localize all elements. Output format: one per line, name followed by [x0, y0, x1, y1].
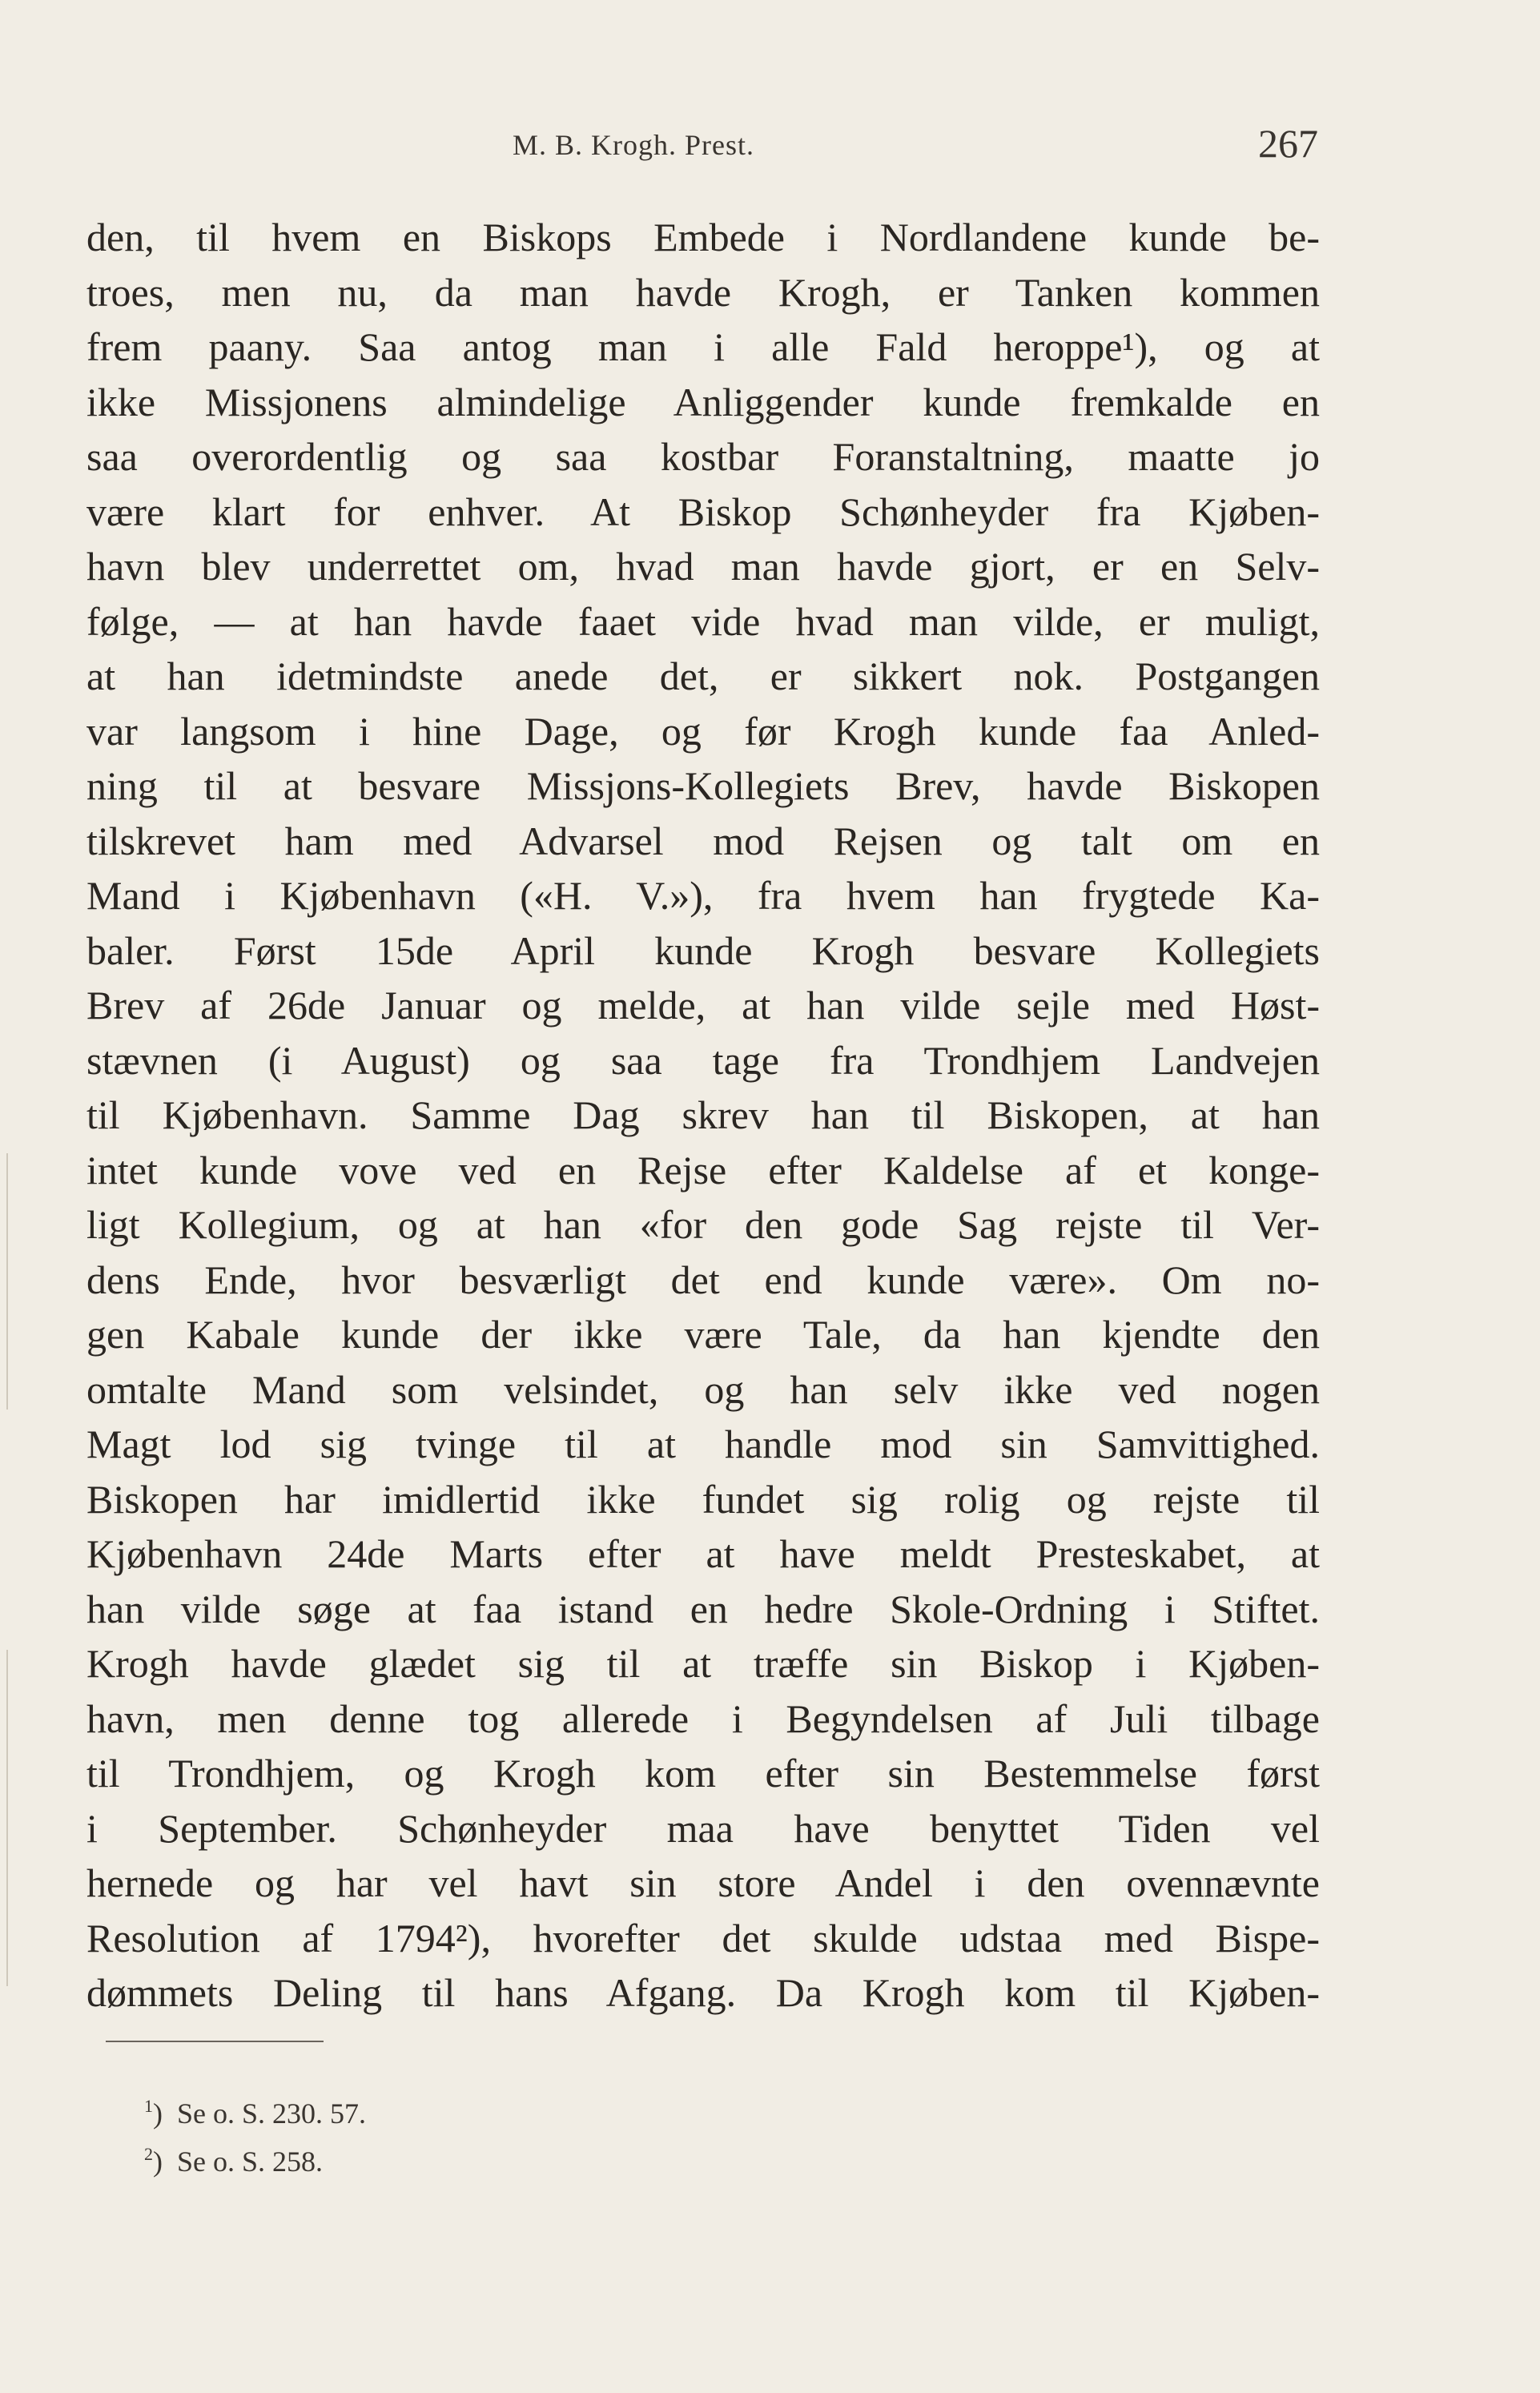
text-line: Mand i Kjøbenhavn («H. V.»), fra hvem han frygtede Ka- [86, 873, 1320, 918]
text-line: intet kunde vove ved en Rejse efter Kaldelse af et konge- [86, 1147, 1320, 1192]
text-line: frem paany. Saa antog man i alle Fald heroppe¹), og at [86, 324, 1320, 369]
text-line: at han idetmindste anede det, er sikkert nok. Postgangen [86, 654, 1320, 698]
text-line: omtalte Mand som velsindet, og han selv ikke ved nogen [86, 1366, 1320, 1412]
scan-edge-mark [6, 1650, 8, 1986]
text-line: dømmets Deling til hans Afgang. Da Krogh kom til Kjøben- [86, 1970, 1320, 2015]
text-line: Kjøbenhavn 24de Marts efter at have meldt Presteskabet, at [86, 1531, 1320, 1576]
footnotes [144, 2082, 366, 2178]
footnote-text: Se o. S. 258. [177, 2146, 324, 2178]
footnote [144, 2130, 366, 2178]
footnote-text: Se o. S. 230. 57. [177, 2097, 367, 2130]
text-line: hernede og har vel havt sin store Andel i den ovennævnte [86, 1860, 1320, 1905]
text-line: til Trondhjem, og Krogh kom efter sin Bestemmelse først [86, 1751, 1320, 1796]
text-line: baler. Først 15de April kunde Krogh besvare Kollegiets [86, 927, 1320, 973]
footnote-marker: 2 [144, 2144, 153, 2164]
text-line: han vilde søge at faa istand en hedre Skole-Ordning i Stiftet. [86, 1586, 1320, 1631]
footnote-marker: 1 [144, 2096, 153, 2116]
text-line: havn, men denne tog allerede i Begyndelsen af Juli tilbage [86, 1695, 1320, 1741]
text-line: til Kjøbenhavn. Samme Dag skrev han til Biskopen, at han [86, 1092, 1320, 1137]
text-line: Biskopen har imidlertid ikke fundet sig rolig og rejste til [86, 1476, 1320, 1522]
page-number: 267 [1258, 121, 1318, 166]
text-line: være klart for enhver. At Biskop Schønheyder fra Kjøben- [86, 489, 1320, 534]
footnote [144, 2082, 366, 2130]
footnote-rule [106, 2041, 324, 2042]
text-line: havn blev underrettet om, hvad man havde gjort, er en Selv- [86, 544, 1320, 589]
text-line: Resolution af 1794²), hvorefter det skulde udstaa med Bispe- [86, 1915, 1320, 1961]
text-line: den, til hvem en Biskops Embede i Nordlandene kunde be- [86, 215, 1320, 259]
text-line: i September. Schønheyder maa have benyttet Tiden vel [86, 1805, 1320, 1851]
text-line: gen Kabale kunde der ikke være Tale, da han kjendte den [86, 1312, 1320, 1357]
footnote-paren: ) [153, 2146, 177, 2178]
text-line: ligt Kollegium, og at han «for den gode Sag rejste til Ver- [86, 1202, 1320, 1247]
text-line: troes, men nu, da man havde Krogh, er Tanken kommen [86, 269, 1320, 315]
running-head: M. B. Krogh. Prest. [513, 129, 755, 161]
text-line: ning til at besvare Missjons-Kollegiets Brev, havde Biskopen [86, 763, 1320, 808]
text-line: var langsom i hine Dage, og før Krogh kunde faa Anled- [86, 708, 1320, 754]
text-line: stævnen (i August) og saa tage fra Trondhjem Landvejen [86, 1037, 1320, 1083]
text-line: Brev af 26de Januar og melde, at han vilde sejle med Høst- [86, 983, 1320, 1028]
text-line: tilskrevet ham med Advarsel mod Rejsen og talt om en [86, 818, 1320, 863]
text-line: dens Ende, hvor besværligt det end kunde være». Om no- [86, 1257, 1320, 1302]
scan-edge-mark [6, 1153, 8, 1410]
footnote-paren: ) [153, 2097, 177, 2130]
text-line: Magt lod sig tvinge til at handle mod sin Samvittighed. [86, 1422, 1320, 1466]
text-line: Krogh havde glædet sig til at træffe sin Biskop i Kjøben- [86, 1641, 1320, 1686]
body-text [86, 210, 1320, 2021]
text-line: følge, — at han havde faaet vide hvad man vilde, er muligt, [86, 598, 1320, 644]
text-line: ikke Missjonens almindelige Anliggender kunde fremkalde en [86, 379, 1320, 424]
text-line: saa overordentlig og saa kostbar Foranstaltning, maatte jo [86, 434, 1320, 479]
